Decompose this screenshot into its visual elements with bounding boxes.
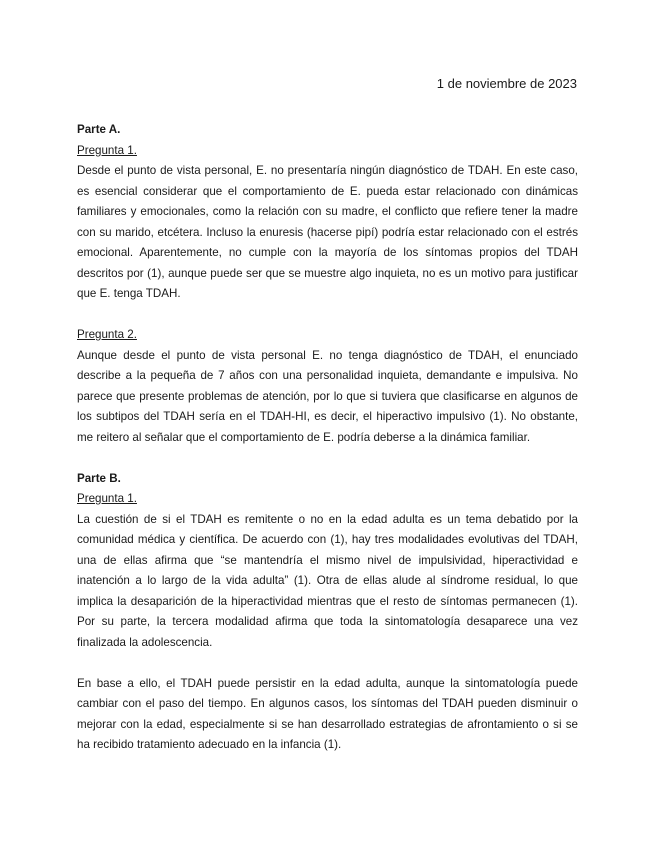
parte-b-pregunta-1-text: La cuestión de si el TDAH es remitente o no en la edad adulta es un tema debatido por la comunidad médica y científica. De acuerdo con (1), hay tres modalidades evolutivas del TDAH, una de ellas afirma que “se mantendría el mismo nivel de impulsividad, hiperactividad e inatención a lo largo de la vida adulta” (1). Otra de ellas alude al síndrome residual, lo que implica la desaparición de la hiperactividad mientras que el resto de síntomas permanecen (1). Por su parte, la tercera modalidad afirma que toda la sintomatología desaparece una vez finalizada la adolescencia. — [77, 512, 578, 649]
parte-a-pregunta-1-label: Pregunta 1. — [77, 143, 137, 157]
document-body — [77, 120, 578, 756]
parte-a-pregunta-2-label: Pregunta 2. — [77, 328, 137, 341]
parte-a-heading: Parte A. — [77, 123, 121, 136]
parte-a-pregunta-2-text: Aunque desde el punto de vista personal E. no tenga diagnóstico de TDAH, el enunciado describe a la pequeña de 7 años con una personalidad inquieta, demandante e impulsiva. No parece que presente problemas de atención, por lo que si tuviera que clasificarse en algunos de los subtipos del TDAH sería en el TDAH-HI, es decir, el hiperactivo impulsivo (1). No obstante, me reitero al señalar que el comportamiento de E. podría deberse a la dinámica familiar. — [77, 348, 578, 444]
parte-b-heading: Parte B. — [77, 471, 121, 485]
parte-b-pregunta-1-text-2: En base a ello, el TDAH puede persistir en la edad adulta, aunque la sintomatología puede cambiar con el paso del tiempo. En algunos casos, los síntomas del TDAH pueden disminuir o mejorar con la edad, especialmente si se han desarrollado estrategias de afrontamiento o si se ha recibido tratamiento adecuado en la infancia (1). — [77, 676, 578, 751]
parte-a-pregunta-1-text: Desde el punto de vista personal, E. no presentaría ningún diagnóstico de TDAH. En este caso, es esencial considerar que el comportamiento de E. pueda estar relacionado con dinámicas familiares y emocionales, como la relación con su madre, el conflicto que refiere tener la madre con su marido, etcétera. Incluso la enuresis (hacerse pipí) podría estar relacionado con el estrés emocional. Aparentemente, no cumple con la mayoría de los síntomas propios del TDAH descritos por (1), aunque puede ser que se muestre algo inquieta, no es un motivo para justificar que E. tenga TDAH. — [77, 164, 578, 300]
document-date: 1 de noviembre de 2023 — [436, 76, 577, 91]
parte-b-pregunta-1-label: Pregunta 1. — [77, 492, 137, 505]
spacer — [77, 653, 578, 674]
spacer — [77, 305, 578, 326]
spacer — [77, 448, 578, 469]
